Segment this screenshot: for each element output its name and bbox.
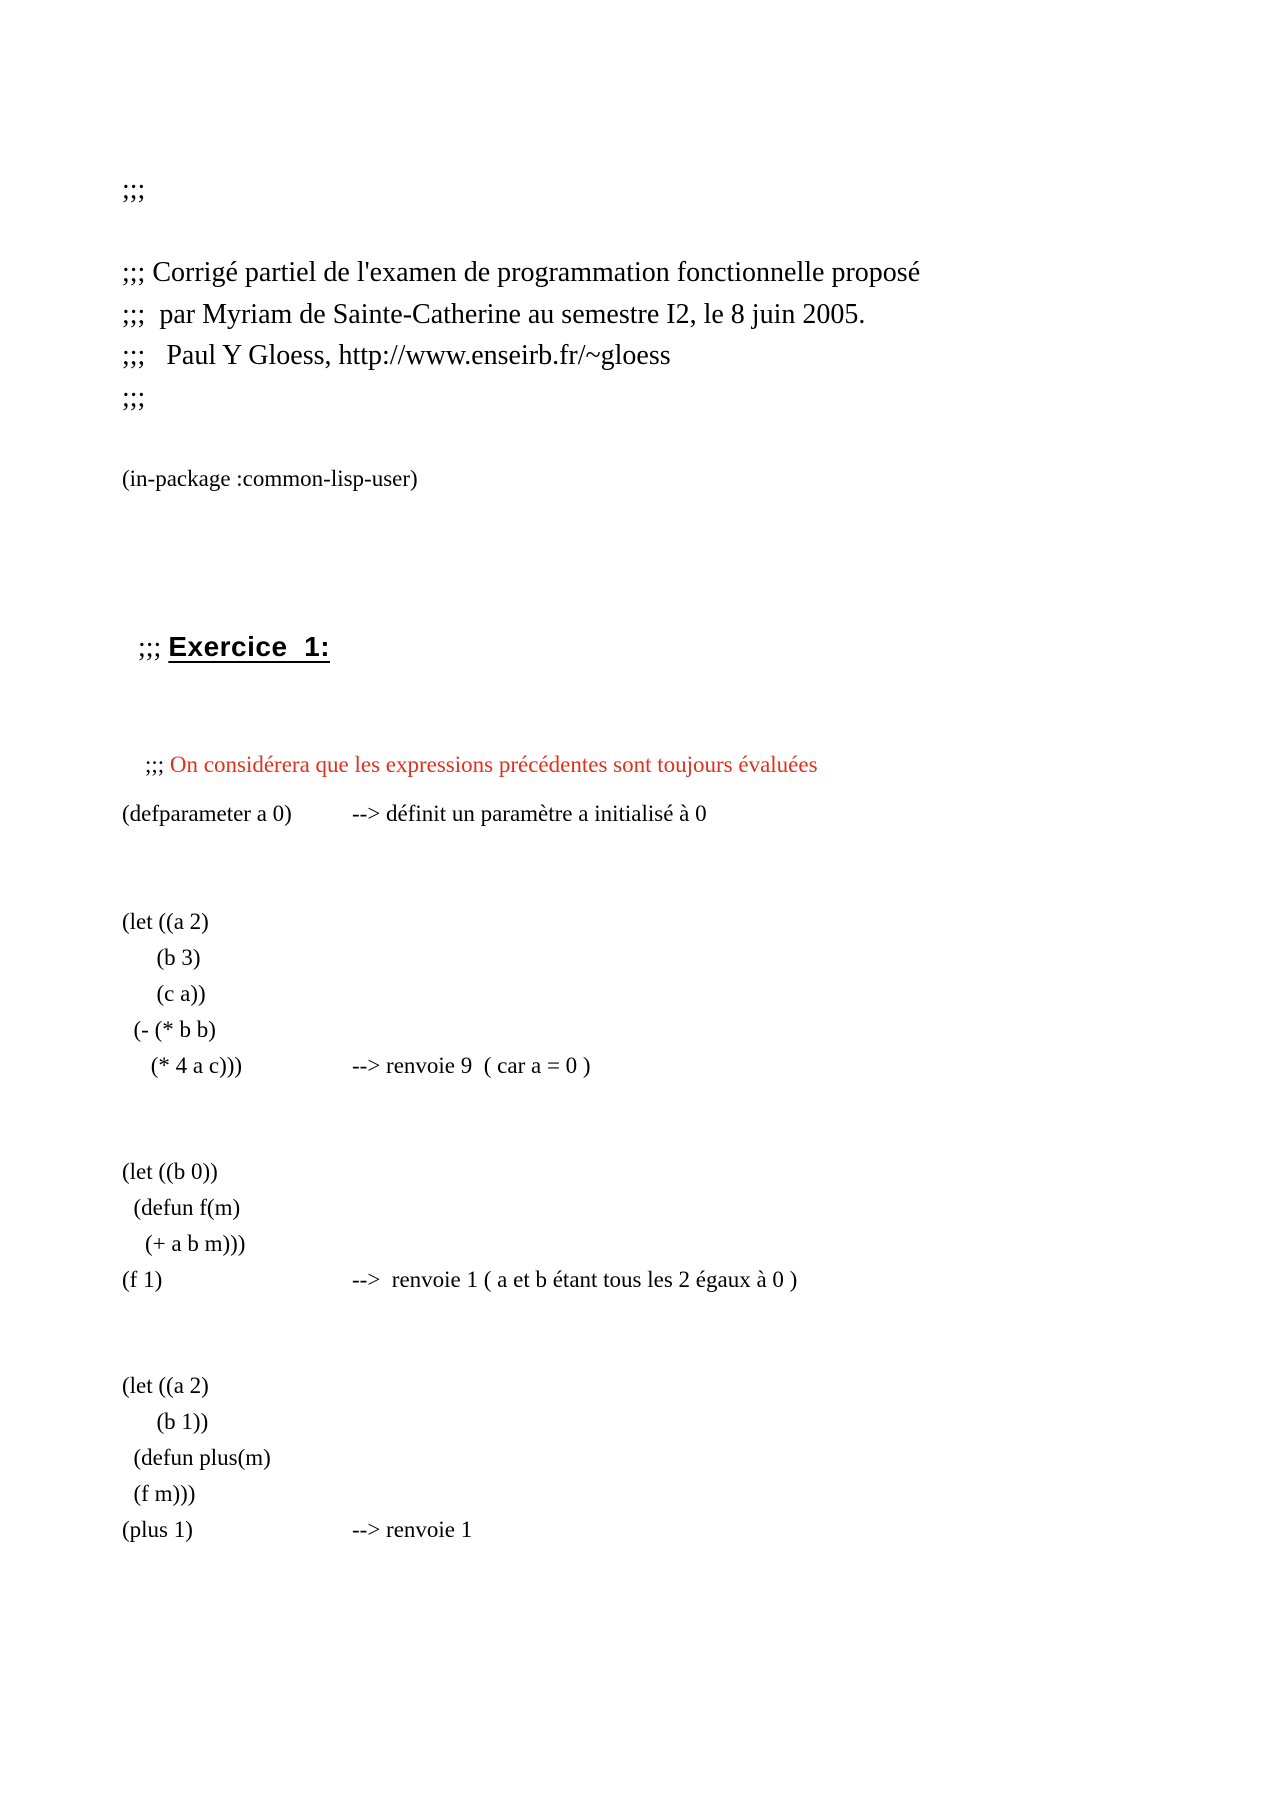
code-line: (- (* b b) [122,1017,216,1042]
code-line: (f m))) [122,1481,196,1506]
note-text: On considérera que les expressions précédentes sont toujours évaluées [169,752,818,777]
code-line: (b 1)) [122,1409,209,1434]
code-line: (defun f(m) [122,1195,241,1220]
note-line [122,730,818,799]
note-prefix: ;;; [145,752,170,777]
code-line: (let ((b 0)) [122,1159,218,1184]
header-line-2: ;;; par Myriam de Sainte-Catherine au semestre I2, le 8 juin 2005. [122,299,866,330]
header-line-3: ;;; Paul Y Gloess, http://www.enseirb.fr/~gloess [122,340,671,371]
exercise-heading-prefix: ;;; [138,632,169,663]
code-line: (b 3) [122,945,201,970]
code-line: (defun plus(m) [122,1445,271,1470]
code-line: (let ((a 2) [122,1373,209,1398]
result-annotation: --> définit un paramètre a initialisé à 0 [352,801,707,826]
code-line: (let ((a 2) [122,909,209,934]
comment-separator-top: ;;; [122,174,146,205]
exercise-heading [122,617,330,678]
result-annotation: --> renvoie 1 ( a et b étant tous les 2 égaux à 0 ) [352,1267,798,1292]
package-declaration: (in-package :common-lisp-user) [122,466,418,491]
code-line: (+ a b m))) [122,1231,246,1256]
result-annotation: --> renvoie 9 ( car a = 0 ) [352,1053,591,1078]
code-line: (defparameter a 0) [122,801,292,826]
comment-separator-bottom: ;;; [122,382,146,413]
code-line: (f 1) [122,1267,163,1292]
result-annotation: --> renvoie 1 [352,1517,473,1542]
code-line: (* 4 a c))) [122,1053,243,1078]
exercise-heading-title: Exercice 1: [168,631,331,662]
header-line-1: ;;; Corrigé partiel de l'examen de programmation fonctionnelle proposé [122,257,921,288]
code-line: (c a)) [122,981,206,1006]
code-line: (plus 1) [122,1517,193,1542]
